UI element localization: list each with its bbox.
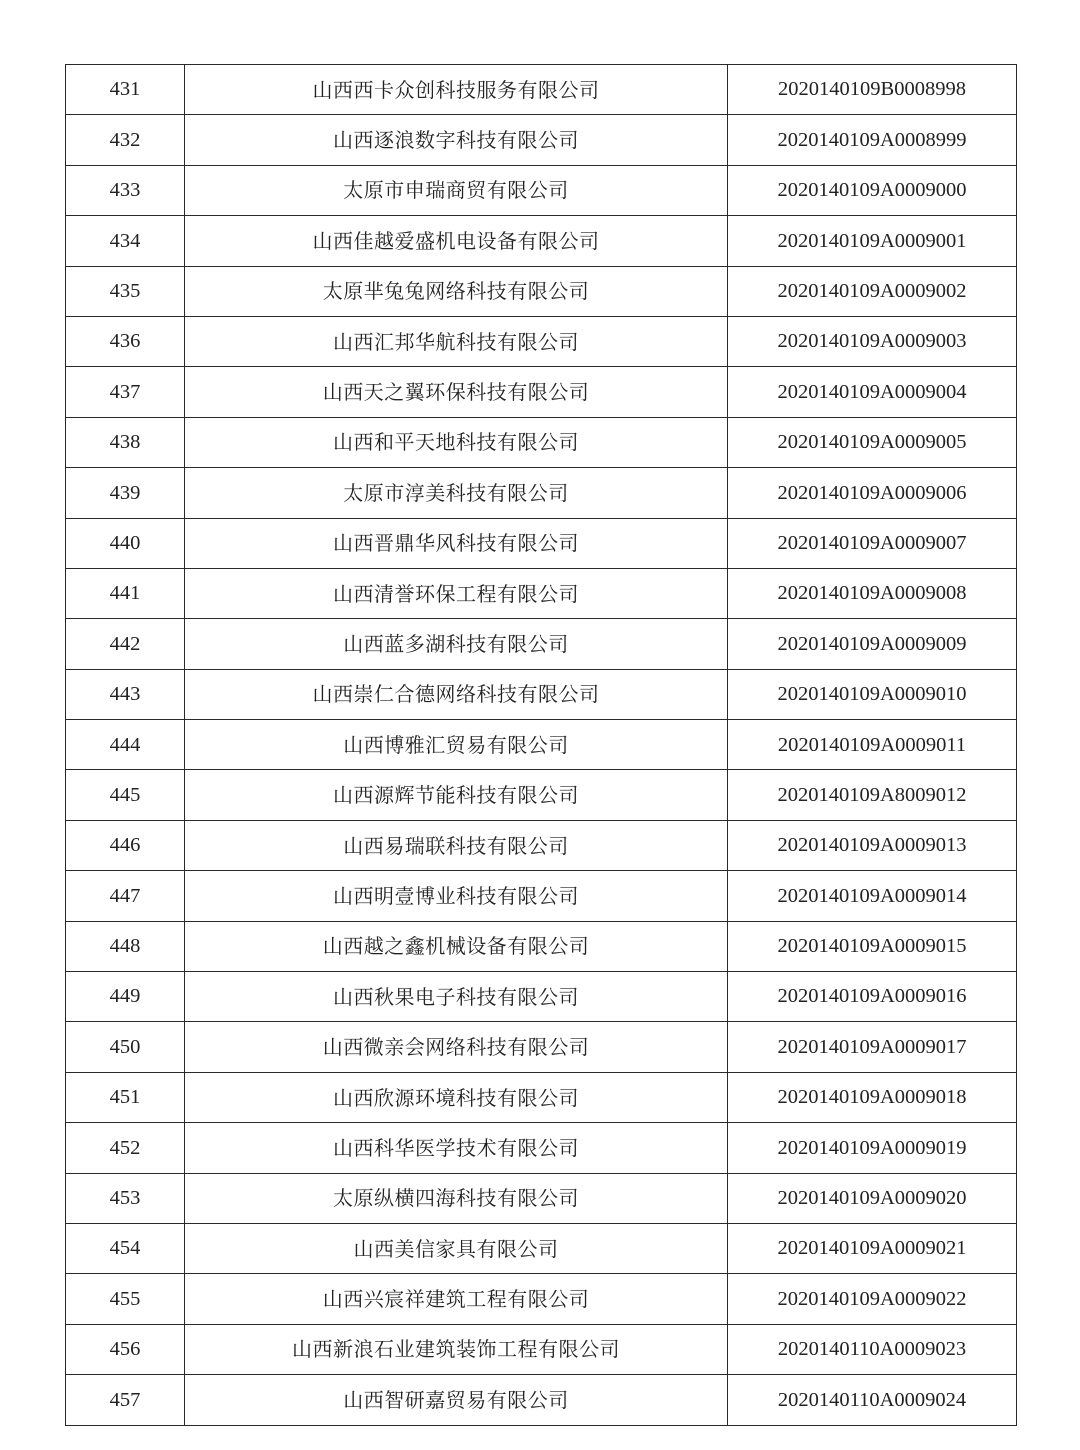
company-name-cell: 山西佳越爱盛机电设备有限公司 bbox=[185, 216, 728, 266]
company-name-cell: 山西逐浪数字科技有限公司 bbox=[185, 115, 728, 165]
company-name-cell: 山西美信家具有限公司 bbox=[185, 1223, 728, 1273]
registration-code-cell: 2020140109A0009001 bbox=[728, 216, 1017, 266]
table-row bbox=[66, 468, 1017, 518]
table-row bbox=[66, 115, 1017, 165]
company-name-cell: 山西和平天地科技有限公司 bbox=[185, 417, 728, 467]
row-number-cell: 452 bbox=[66, 1123, 185, 1173]
registration-code-cell: 2020140109A0008999 bbox=[728, 115, 1017, 165]
company-name-cell: 山西兴宸祥建筑工程有限公司 bbox=[185, 1274, 728, 1324]
company-name-cell: 太原市申瑞商贸有限公司 bbox=[185, 165, 728, 215]
registration-code-cell: 2020140109A0009022 bbox=[728, 1274, 1017, 1324]
table-body bbox=[66, 65, 1017, 1426]
row-number-cell: 431 bbox=[66, 65, 185, 115]
registration-code-cell: 2020140109A8009012 bbox=[728, 770, 1017, 820]
company-name-cell: 山西晋鼎华风科技有限公司 bbox=[185, 518, 728, 568]
table-row bbox=[66, 921, 1017, 971]
registration-code-cell: 2020140109A0009018 bbox=[728, 1072, 1017, 1122]
row-number-cell: 438 bbox=[66, 417, 185, 467]
table-row bbox=[66, 417, 1017, 467]
row-number-cell: 444 bbox=[66, 720, 185, 770]
registration-code-cell: 2020140109A0009017 bbox=[728, 1022, 1017, 1072]
table-row bbox=[66, 1223, 1017, 1273]
table-row bbox=[66, 266, 1017, 316]
table-row bbox=[66, 619, 1017, 669]
row-number-cell: 457 bbox=[66, 1375, 185, 1425]
row-number-cell: 437 bbox=[66, 367, 185, 417]
row-number-cell: 435 bbox=[66, 266, 185, 316]
row-number-cell: 448 bbox=[66, 921, 185, 971]
registration-code-cell: 2020140109A0009005 bbox=[728, 417, 1017, 467]
company-name-cell: 山西智研嘉贸易有限公司 bbox=[185, 1375, 728, 1425]
registration-code-cell: 2020140109A0009016 bbox=[728, 972, 1017, 1022]
registration-code-cell: 2020140109A0009002 bbox=[728, 266, 1017, 316]
company-name-cell: 山西源辉节能科技有限公司 bbox=[185, 770, 728, 820]
table-row bbox=[66, 367, 1017, 417]
row-number-cell: 453 bbox=[66, 1173, 185, 1223]
company-name-cell: 山西越之鑫机械设备有限公司 bbox=[185, 921, 728, 971]
registration-code-cell: 2020140109A0009003 bbox=[728, 316, 1017, 366]
company-name-cell: 山西崇仁合德网络科技有限公司 bbox=[185, 669, 728, 719]
table-row bbox=[66, 669, 1017, 719]
registration-code-cell: 2020140109A0009009 bbox=[728, 619, 1017, 669]
registration-code-cell: 2020140109A0009008 bbox=[728, 568, 1017, 618]
table-row bbox=[66, 1324, 1017, 1374]
row-number-cell: 446 bbox=[66, 820, 185, 870]
registration-code-cell: 2020140109A0009006 bbox=[728, 468, 1017, 518]
row-number-cell: 439 bbox=[66, 468, 185, 518]
row-number-cell: 432 bbox=[66, 115, 185, 165]
company-name-cell: 山西明壹博业科技有限公司 bbox=[185, 871, 728, 921]
registration-code-cell: 2020140109A0009014 bbox=[728, 871, 1017, 921]
company-name-cell: 山西西卡众创科技服务有限公司 bbox=[185, 65, 728, 115]
table-row bbox=[66, 165, 1017, 215]
registration-code-cell: 2020140109A0009013 bbox=[728, 820, 1017, 870]
table-row bbox=[66, 871, 1017, 921]
company-name-cell: 山西欣源环境科技有限公司 bbox=[185, 1072, 728, 1122]
table-row bbox=[66, 770, 1017, 820]
registration-code-cell: 2020140109B0008998 bbox=[728, 65, 1017, 115]
row-number-cell: 440 bbox=[66, 518, 185, 568]
row-number-cell: 455 bbox=[66, 1274, 185, 1324]
table-row bbox=[66, 1173, 1017, 1223]
table-row bbox=[66, 1022, 1017, 1072]
company-name-cell: 山西易瑞联科技有限公司 bbox=[185, 820, 728, 870]
table-row bbox=[66, 568, 1017, 618]
company-name-cell: 山西微亲会网络科技有限公司 bbox=[185, 1022, 728, 1072]
registration-code-cell: 2020140110A0009024 bbox=[728, 1375, 1017, 1425]
company-name-cell: 山西蓝多湖科技有限公司 bbox=[185, 619, 728, 669]
registration-table bbox=[65, 64, 1017, 1426]
registration-code-cell: 2020140109A0009021 bbox=[728, 1223, 1017, 1273]
registration-code-cell: 2020140109A0009019 bbox=[728, 1123, 1017, 1173]
company-name-cell: 山西科华医学技术有限公司 bbox=[185, 1123, 728, 1173]
company-name-cell: 太原市淳美科技有限公司 bbox=[185, 468, 728, 518]
company-name-cell: 山西新浪石业建筑装饰工程有限公司 bbox=[185, 1324, 728, 1374]
row-number-cell: 456 bbox=[66, 1324, 185, 1374]
company-name-cell: 太原芈兔兔网络科技有限公司 bbox=[185, 266, 728, 316]
row-number-cell: 450 bbox=[66, 1022, 185, 1072]
registration-code-cell: 2020140109A0009011 bbox=[728, 720, 1017, 770]
row-number-cell: 445 bbox=[66, 770, 185, 820]
table-row bbox=[66, 720, 1017, 770]
company-name-cell: 山西秋果电子科技有限公司 bbox=[185, 972, 728, 1022]
row-number-cell: 434 bbox=[66, 216, 185, 266]
company-name-cell: 山西清誉环保工程有限公司 bbox=[185, 568, 728, 618]
registration-code-cell: 2020140109A0009000 bbox=[728, 165, 1017, 215]
company-name-cell: 太原纵横四海科技有限公司 bbox=[185, 1173, 728, 1223]
registration-code-cell: 2020140109A0009007 bbox=[728, 518, 1017, 568]
registration-code-cell: 2020140110A0009023 bbox=[728, 1324, 1017, 1374]
row-number-cell: 449 bbox=[66, 972, 185, 1022]
company-name-cell: 山西博雅汇贸易有限公司 bbox=[185, 720, 728, 770]
row-number-cell: 443 bbox=[66, 669, 185, 719]
registration-code-cell: 2020140109A0009015 bbox=[728, 921, 1017, 971]
table-row bbox=[66, 518, 1017, 568]
registration-code-cell: 2020140109A0009004 bbox=[728, 367, 1017, 417]
table-row bbox=[66, 1123, 1017, 1173]
registration-code-cell: 2020140109A0009010 bbox=[728, 669, 1017, 719]
row-number-cell: 436 bbox=[66, 316, 185, 366]
row-number-cell: 442 bbox=[66, 619, 185, 669]
table-row bbox=[66, 820, 1017, 870]
row-number-cell: 447 bbox=[66, 871, 185, 921]
table-row bbox=[66, 316, 1017, 366]
table-row bbox=[66, 1072, 1017, 1122]
table-row bbox=[66, 216, 1017, 266]
table-row bbox=[66, 1375, 1017, 1425]
table-row bbox=[66, 65, 1017, 115]
row-number-cell: 454 bbox=[66, 1223, 185, 1273]
company-name-cell: 山西汇邦华航科技有限公司 bbox=[185, 316, 728, 366]
row-number-cell: 433 bbox=[66, 165, 185, 215]
company-name-cell: 山西天之翼环保科技有限公司 bbox=[185, 367, 728, 417]
row-number-cell: 451 bbox=[66, 1072, 185, 1122]
registration-code-cell: 2020140109A0009020 bbox=[728, 1173, 1017, 1223]
table-row bbox=[66, 1274, 1017, 1324]
table-row bbox=[66, 972, 1017, 1022]
row-number-cell: 441 bbox=[66, 568, 185, 618]
